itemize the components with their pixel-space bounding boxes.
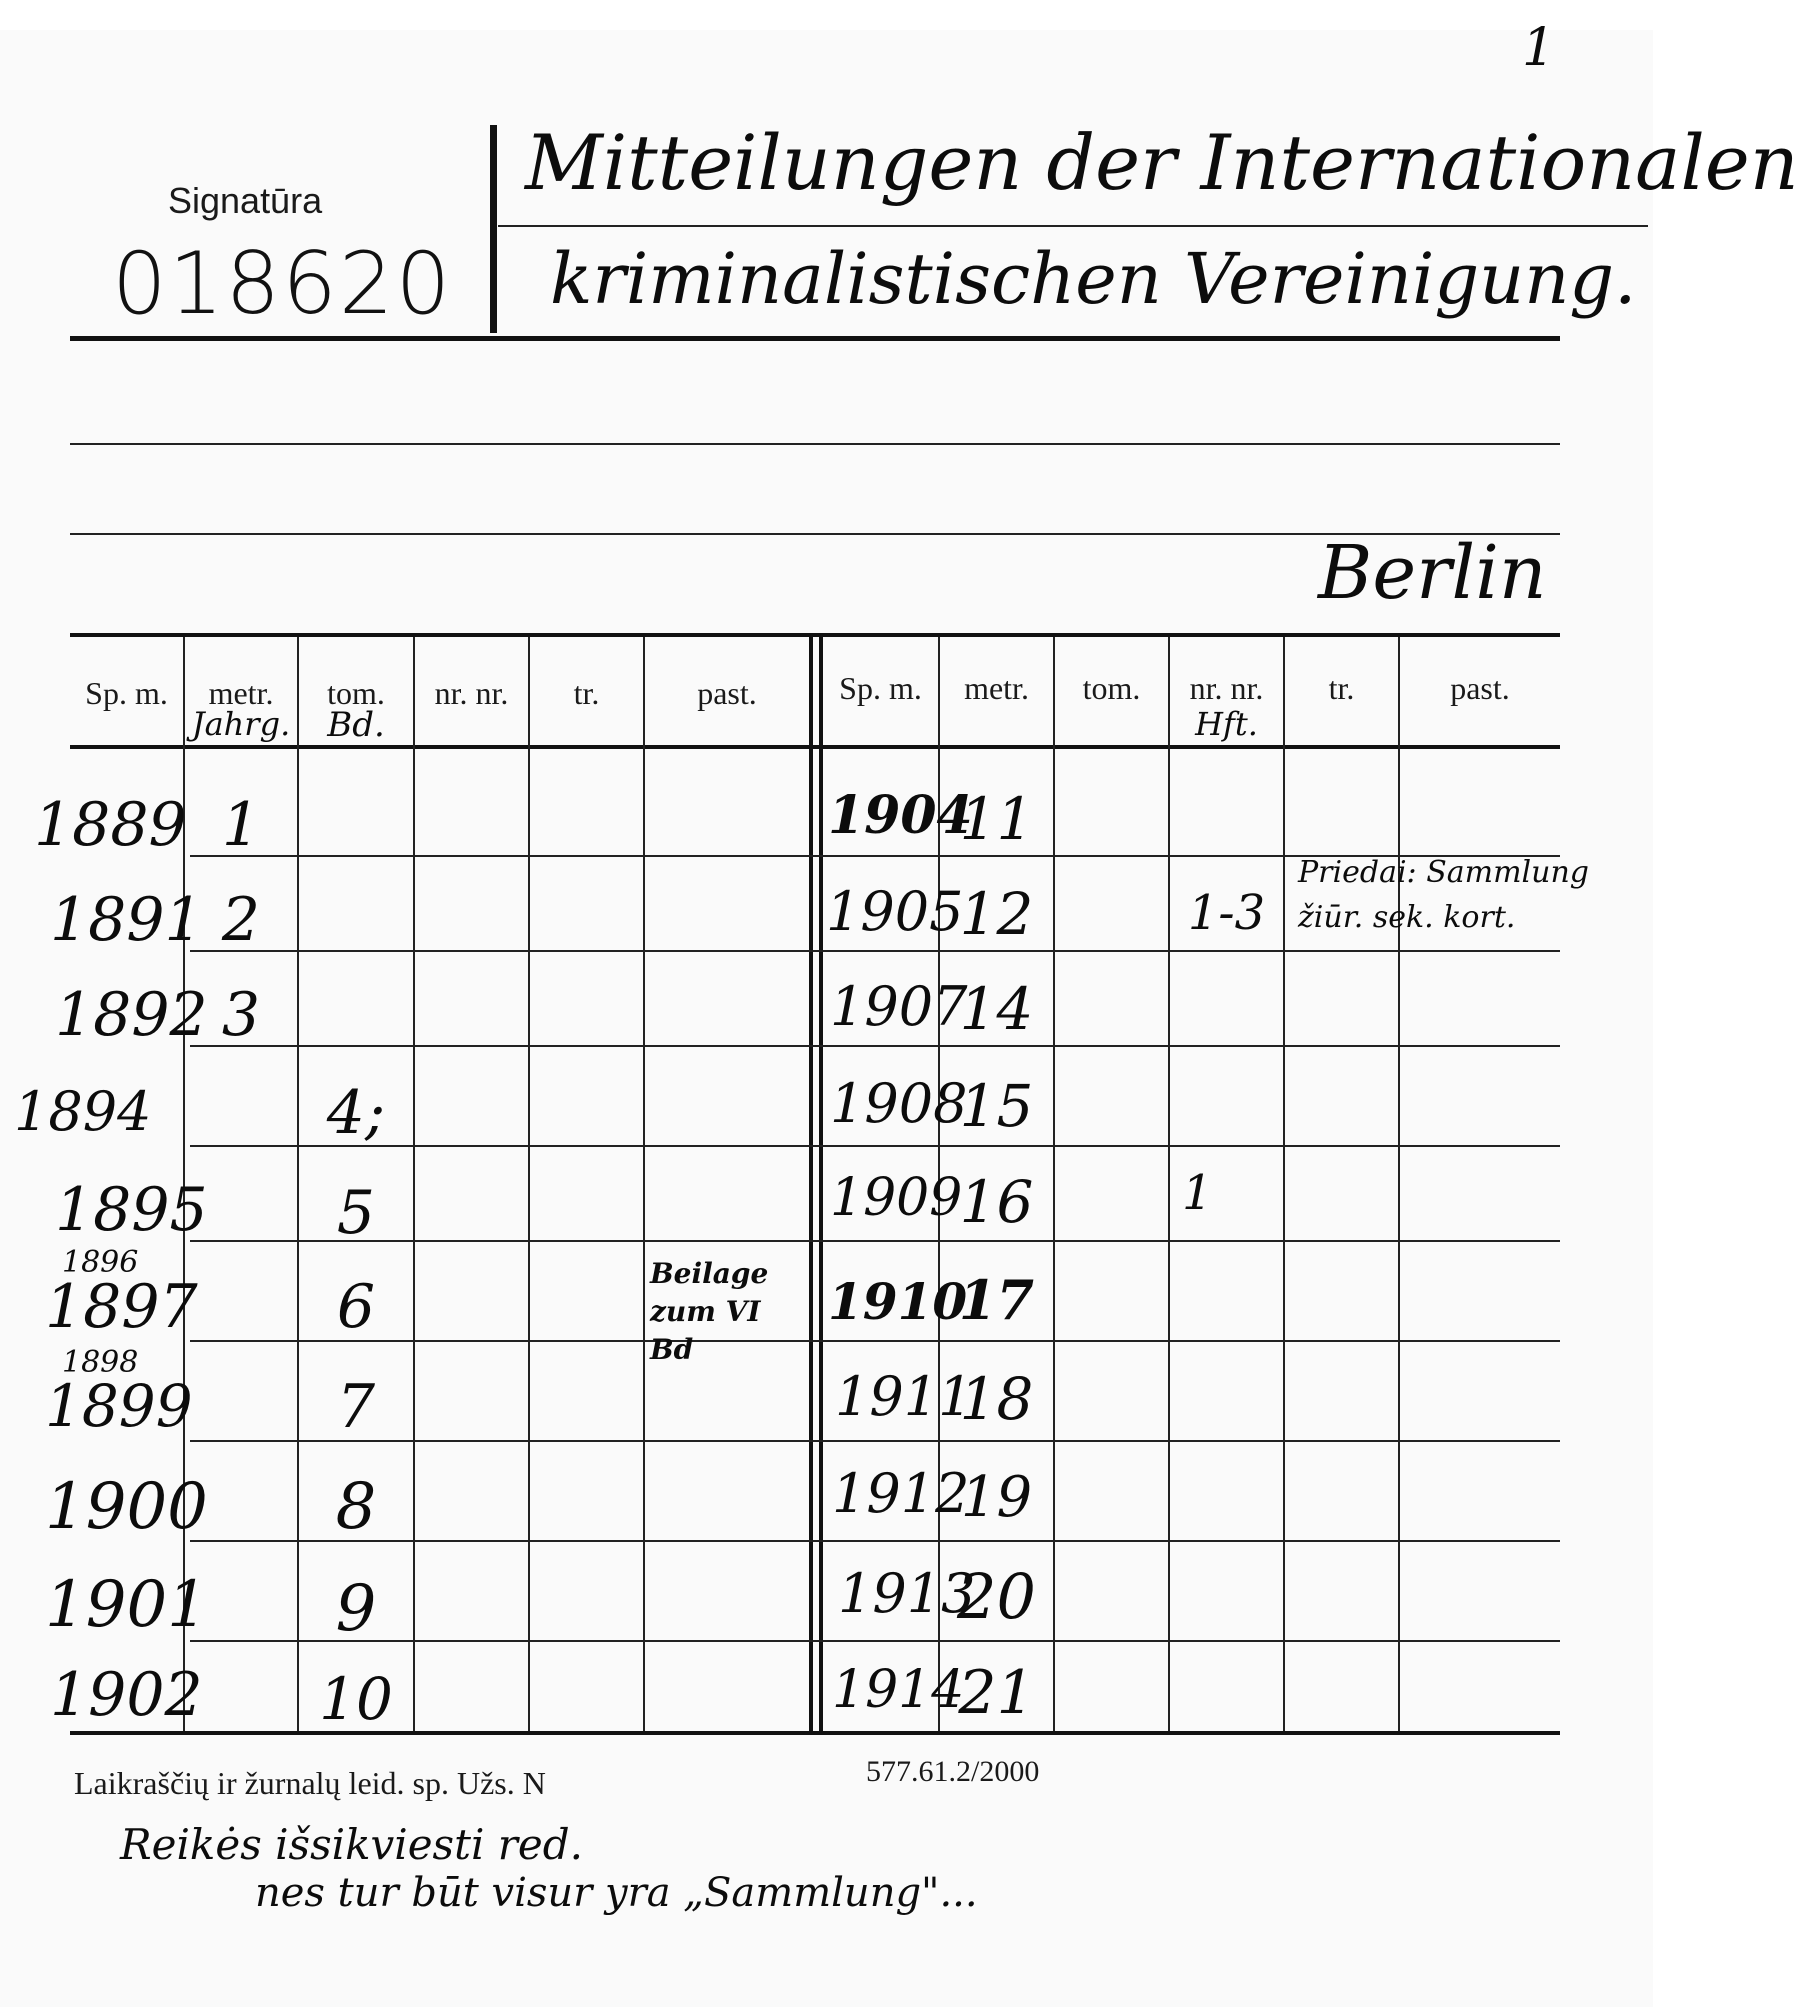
right-year-1904: 1904 (828, 785, 973, 846)
right-metr-15: 15 (959, 1072, 1034, 1140)
col-line-l3 (413, 637, 415, 1731)
left-year-note-1896: 1896 (62, 1245, 139, 1280)
left-year-1889: 1889 (34, 790, 187, 860)
left-header-metr: metr. (208, 675, 274, 711)
left-year-1894: 1894 (14, 1080, 152, 1143)
col-line-l5 (643, 637, 645, 1731)
header-rule (70, 336, 1560, 341)
right-year-1911: 1911 (835, 1365, 973, 1428)
right-year-1912: 1912 (832, 1462, 970, 1525)
right-year-1914: 1914 (832, 1660, 965, 1720)
left-tom-4: 4; (326, 1078, 386, 1148)
right-metr-18: 18 (959, 1365, 1034, 1433)
left-year-1901: 1901 (45, 1568, 208, 1642)
left-metr-1: 1 (221, 790, 261, 860)
title-line-2: kriminalistischen Vereinigung. (550, 238, 1637, 320)
row-rule-2 (190, 950, 1560, 952)
col-divider-double-a (809, 637, 813, 1731)
table-bottom-rule (70, 1731, 1560, 1735)
right-header-past: past. (1450, 670, 1510, 706)
footer-printer-line: Laikraščių ir žurnalų leid. sp. Užs. N (74, 1765, 546, 1801)
right-header-metr: metr. (964, 670, 1029, 706)
right-year-1913: 1913 (838, 1562, 976, 1625)
left-header-past: past. (697, 675, 757, 711)
right-header-note-hft: Hft. (1195, 705, 1258, 743)
left-tom-10: 10 (319, 1665, 393, 1733)
right-header-tr: tr. (1328, 670, 1355, 706)
table-header-rule (70, 745, 1560, 749)
left-tom-9: 9 (335, 1572, 377, 1646)
right-metr-12: 12 (959, 880, 1034, 948)
right-metr-21: 21 (958, 1658, 1035, 1728)
right-year-1907: 1907 (830, 975, 968, 1038)
right-metr-11: 11 (959, 785, 1034, 853)
handwritten-note-line-1: Reikės išsikviesti red. (120, 1820, 583, 1869)
left-header-sp-m: Sp. m. (85, 675, 168, 711)
left-metr-3: 3 (221, 980, 261, 1050)
page-number: 1 (1522, 18, 1556, 78)
left-tom-6: 6 (336, 1272, 376, 1342)
col-line-r3 (1168, 637, 1170, 1731)
left-year-1895: 1895 (55, 1175, 208, 1245)
col-line-l4 (528, 637, 530, 1731)
title-line-1: Mitteilungen der Internationalen (525, 118, 1799, 207)
right-nr-1: 1 (1182, 1165, 1213, 1221)
right-metr-20: 20 (957, 1560, 1036, 1633)
row-rule-3 (190, 1045, 1560, 1047)
table-top-rule (70, 633, 1560, 637)
col-line-r4 (1283, 637, 1285, 1731)
title-divider (490, 125, 497, 333)
left-year-1891: 1891 (50, 885, 203, 955)
left-header-tom: tom. (327, 675, 385, 711)
left-year-1902: 1902 (50, 1660, 203, 1730)
right-year-1910: 1910 (828, 1272, 968, 1331)
blank-rule-1 (70, 443, 1560, 445)
right-year-1909: 1909 (830, 1168, 963, 1228)
left-tom-5: 5 (336, 1178, 376, 1248)
right-year-1908: 1908 (830, 1072, 968, 1135)
left-year-1892: 1892 (55, 980, 208, 1050)
side-note-line-1: Priedai: Sammlung (1298, 855, 1589, 890)
right-year-1905: 1905 (826, 880, 964, 943)
right-metr-17: 17 (958, 1268, 1035, 1332)
left-year-1897: 1897 (45, 1272, 198, 1342)
right-metr-19: 19 (960, 1465, 1033, 1530)
signature-number: 018620 (112, 234, 453, 334)
right-metr-14: 14 (959, 975, 1034, 1043)
right-header-sp-m: Sp. m. (839, 670, 922, 706)
left-metr-2: 2 (221, 885, 261, 955)
left-tom-7: 7 (336, 1372, 376, 1442)
col-line-r2 (1053, 637, 1055, 1731)
left-tom-8: 8 (335, 1470, 377, 1544)
col-line-r5 (1398, 637, 1400, 1731)
footer-order-code: 577.61.2/2000 (866, 1755, 1040, 1788)
right-header-tom: tom. (1082, 670, 1141, 706)
left-header-note-jahrg: Jahrg. (191, 705, 291, 743)
left-header-tr: tr. (573, 675, 600, 711)
left-year-note-1898: 1898 (62, 1345, 139, 1380)
left-year-1900: 1900 (45, 1470, 208, 1544)
title-underline-1 (498, 225, 1648, 227)
handwritten-note-line-2: nes tur būt visur yra „Sammlung"... (255, 1870, 978, 1916)
right-header-nr: nr. nr. (1189, 670, 1264, 706)
left-year-1899: 1899 (45, 1372, 193, 1440)
right-metr-16: 16 (959, 1168, 1034, 1236)
signature-label: Signatūra (168, 180, 323, 221)
place: Berlin (1318, 530, 1547, 616)
left-header-note-bd: Bd. (327, 705, 385, 745)
left-header-nr: nr. nr. (434, 675, 509, 711)
left-past-beilage: Beilage zum VI Bd (650, 1257, 769, 1366)
col-divider-double-b (819, 637, 823, 1731)
side-note-line-2: žiūr. sek. kort. (1298, 900, 1516, 935)
right-nr-1-3: 1-3 (1187, 885, 1266, 941)
